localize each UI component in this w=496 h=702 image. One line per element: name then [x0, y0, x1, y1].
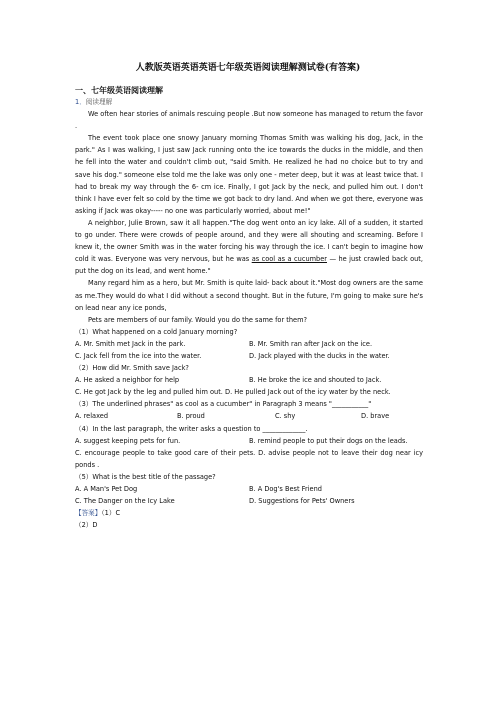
option-3b: B. proud: [177, 412, 205, 421]
question-3-options: [75, 410, 423, 422]
passage-paragraph-4: Many regard him as a hero, but Mr. Smith is quite laid- back about it."Most dog owners are the same as me.They would do what I did without a second thought. But in the future, I'm going to make sure he's on lead near any ice ponds,: [75, 279, 423, 312]
answer-2: （2）D: [75, 521, 98, 530]
underlined-phrase: as cool as a cucumber: [251, 255, 327, 264]
option-3a: A. relaxed: [75, 412, 109, 421]
question-label: 阅读理解: [85, 98, 113, 106]
question-5-options-cd: [75, 495, 423, 507]
option-4b: B. remind people to put their dogs on the leads.: [249, 436, 408, 445]
section-heading: 一、七年级英语阅读理解: [75, 85, 163, 95]
question-number: 1．: [75, 98, 86, 106]
document-title: 人教版英语英语英语七年级英语阅读理解测试卷(有答案): [135, 63, 361, 73]
question-2-options-ab: [75, 374, 423, 386]
question-3: （3）The underlined phrases" as cool as a cucumber" in Paragraph 3 means "___________": [75, 400, 372, 409]
passage-paragraph-5: Pets are members of our family. Would you do the same for them?: [88, 315, 307, 324]
question-2-options-cd: C. He got Jack by the leg and pulled him out. D. He pulled Jack out of the icy water by the neck.: [75, 388, 391, 397]
paragraph-3-text-start: A neighbor, Julie Brown, saw it all happen."The dog went onto an icy lake. All of a sudden, it started to go under. There were crowds of people around, and they were all shouting and screaming. Before I knew it, the owner Smith was in the water forcing his way through the ice. I can't begin to imagine how cold it was. Everyone was very nervous, but he was: [75, 218, 423, 264]
answer-1: （1）C: [101, 509, 121, 518]
question-header: [75, 96, 423, 108]
paragraph-3-text-end: — he just crawled back out, put the dog on its lead, and went home.": [75, 255, 423, 276]
option-1a: A. Mr. Smith met Jack in the park.: [75, 339, 186, 348]
option-5d: D. Suggestions for Pets' Owners: [249, 497, 355, 506]
question-5-options-ab: [75, 483, 423, 495]
option-1d: D. Jack played with the ducks in the water.: [249, 351, 390, 360]
option-2a: A. He asked a neighbor for help: [75, 376, 180, 385]
option-1b: B. Mr. Smith ran after Jack on the ice.: [249, 339, 373, 348]
question-1-options-cd: [75, 350, 423, 362]
option-4a: A. suggest keeping pets for fun.: [75, 436, 181, 445]
option-5a: A. A Man's Pet Dog: [75, 485, 138, 493]
option-2b: B. He broke the ice and shouted to Jack.: [249, 376, 382, 385]
question-4-options-ab: [75, 435, 423, 447]
option-3c: C. shy: [275, 412, 296, 421]
option-5c: C. The Danger on the Icy Lake: [75, 497, 175, 506]
option-1c: C. Jack fell from the ice into the water.: [75, 351, 202, 360]
answer-label: 【答案】: [75, 509, 102, 518]
passage-paragraph-3: [75, 217, 423, 277]
question-1: （1）What happened on a cold January morning?: [75, 327, 238, 336]
answer-line-1: [75, 507, 423, 519]
question-2: （2）How did Mr. Smith save Jack?: [75, 364, 189, 373]
option-3d: D. brave: [361, 412, 390, 421]
passage-paragraph-2: The event took place one snowy January morning Thomas Smith was walking his dog, Jack, in the park." As I was walking, I just saw Jack running onto the ice towards the ducks in the middle, and then he fell into the water and couldn't climb out, "said Smith. He realized he had no choice but to try and save his dog." someone else told me the lake was only one - meter deep, but it was at least twice that. I had to break my way through the 6- cm ice. Finally, I got Jack by the neck, and pulled him out. I don't think I have ever felt so cold by the time we got back to dry land. And when we got there, everyone was asking if Jack was okay----- no one was particularly worried, about me!": [75, 134, 423, 215]
passage-paragraph-1: We often hear stories of animals rescuing people .But now someone has managed to return the favor .: [75, 110, 423, 131]
document-body: [75, 84, 423, 531]
question-5: （5）What is the best title of the passage?: [75, 472, 216, 481]
option-5b: B. A Dog's Best Friend: [249, 485, 322, 493]
question-4-options-cd: C. encourage people to take good care of their pets. D. advise people not to leave their dog near icy ponds .: [75, 448, 423, 469]
question-4: （4）In the last paragraph, the writer asks a question to _____________.: [75, 424, 308, 433]
question-1-options-ab: [75, 338, 423, 350]
